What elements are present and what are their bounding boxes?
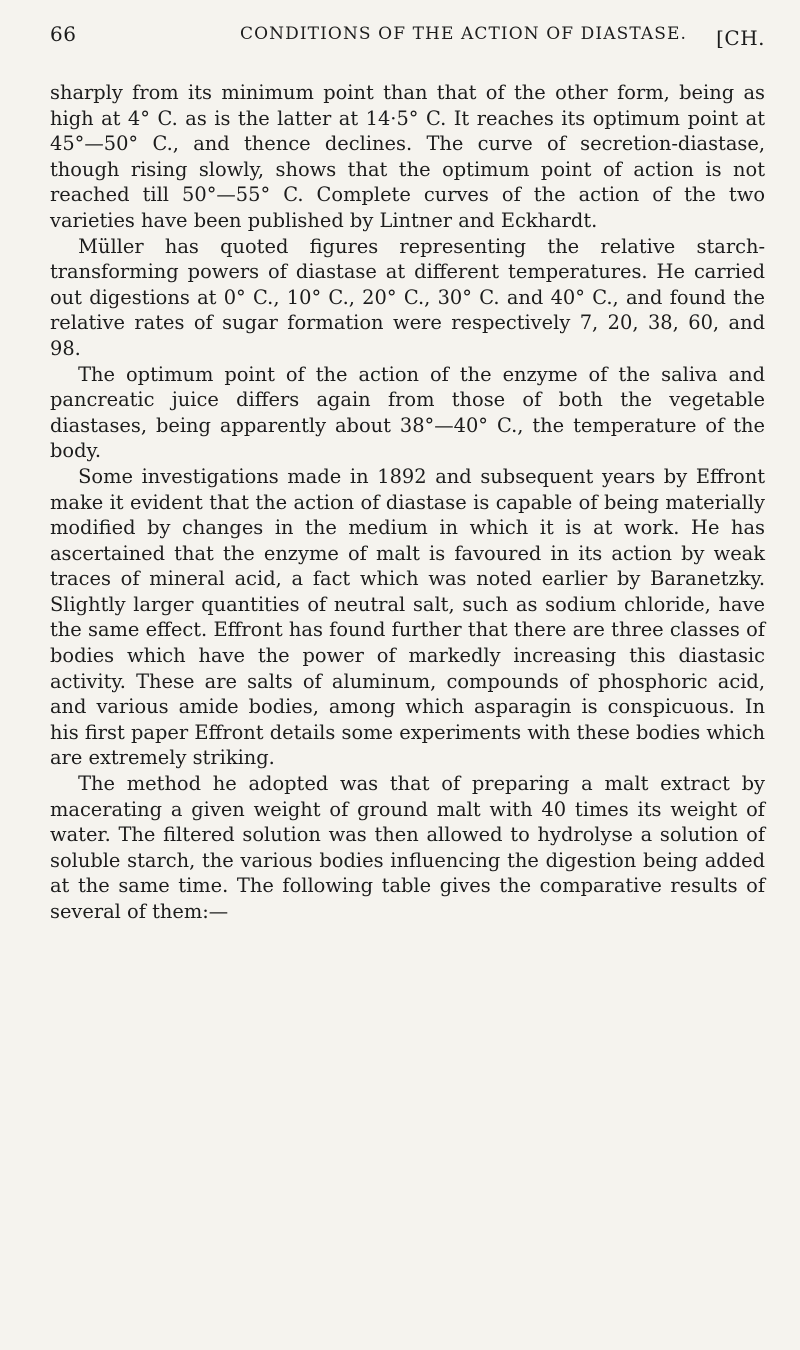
page-number: 66 [50,22,77,46]
paragraph-continuation: sharply from its minimum point than that of the other form, being as high at 4° C. as is the latter at 14·5° C. It reaches its optimum point at 45°—50° C., and thence declines. The curve of secretion-diastase, though rising slowly, shows that the optimum point of action is not reached till 50°—55° C. Complete curves of the action of the two varieties have been published by Lintner and Eckhardt. [50,81,765,232]
page-header [50,22,765,58]
body-text [50,80,765,925]
paragraph-method: The method he adopted was that of preparing a malt extract by macerating a given weight of ground malt with 40 times its weight of water. The filtered solution was then allowed to hydrolyse a solution of soluble starch, the various bodies influencing the digestion being added at the same time. The following table gives the comparative results of several of them:— [50,772,765,923]
chapter-mark: [CH. [716,26,765,50]
running-head: CONDITIONS OF THE ACTION OF DIASTASE. [240,24,687,44]
paragraph-muller: Müller has quoted figures representing the relative starch-transforming powers of diastase at different temperatures. He carried out digestions at 0° C., 10° C., 20° C., 30° C. and 40° C., and found the relative rates of sugar formation were respectively 7, 20, 38, 60, and 98. [50,234,765,360]
paragraph-effront: Some investigations made in 1892 and subsequent years by Effront make it evident that the action of diastase is capable of being materially modified by changes in the medium in which it is at work. He has ascertained that the enzyme of malt is favoured in its action by weak traces of mineral acid, a fact which was noted earlier by Baranetzky. Slightly larger quantities of neutral salt, such as sodium chloride, have the same effect. Effront has found further that there are three classes of bodies which have the power of markedly increasing this diastasic activity. These are salts of aluminum, compounds of phosphoric acid, and various amide bodies, among which asparagin is conspicuous. In his first paper Effront details some experiments with these bodies which are extremely striking. [50,464,765,770]
paragraph-saliva: The optimum point of the action of the enzyme of the saliva and pancreatic juice differs again from those of both the vegetable diastases, being apparently about 38°—40° C., the temperature of the body. [50,362,765,463]
